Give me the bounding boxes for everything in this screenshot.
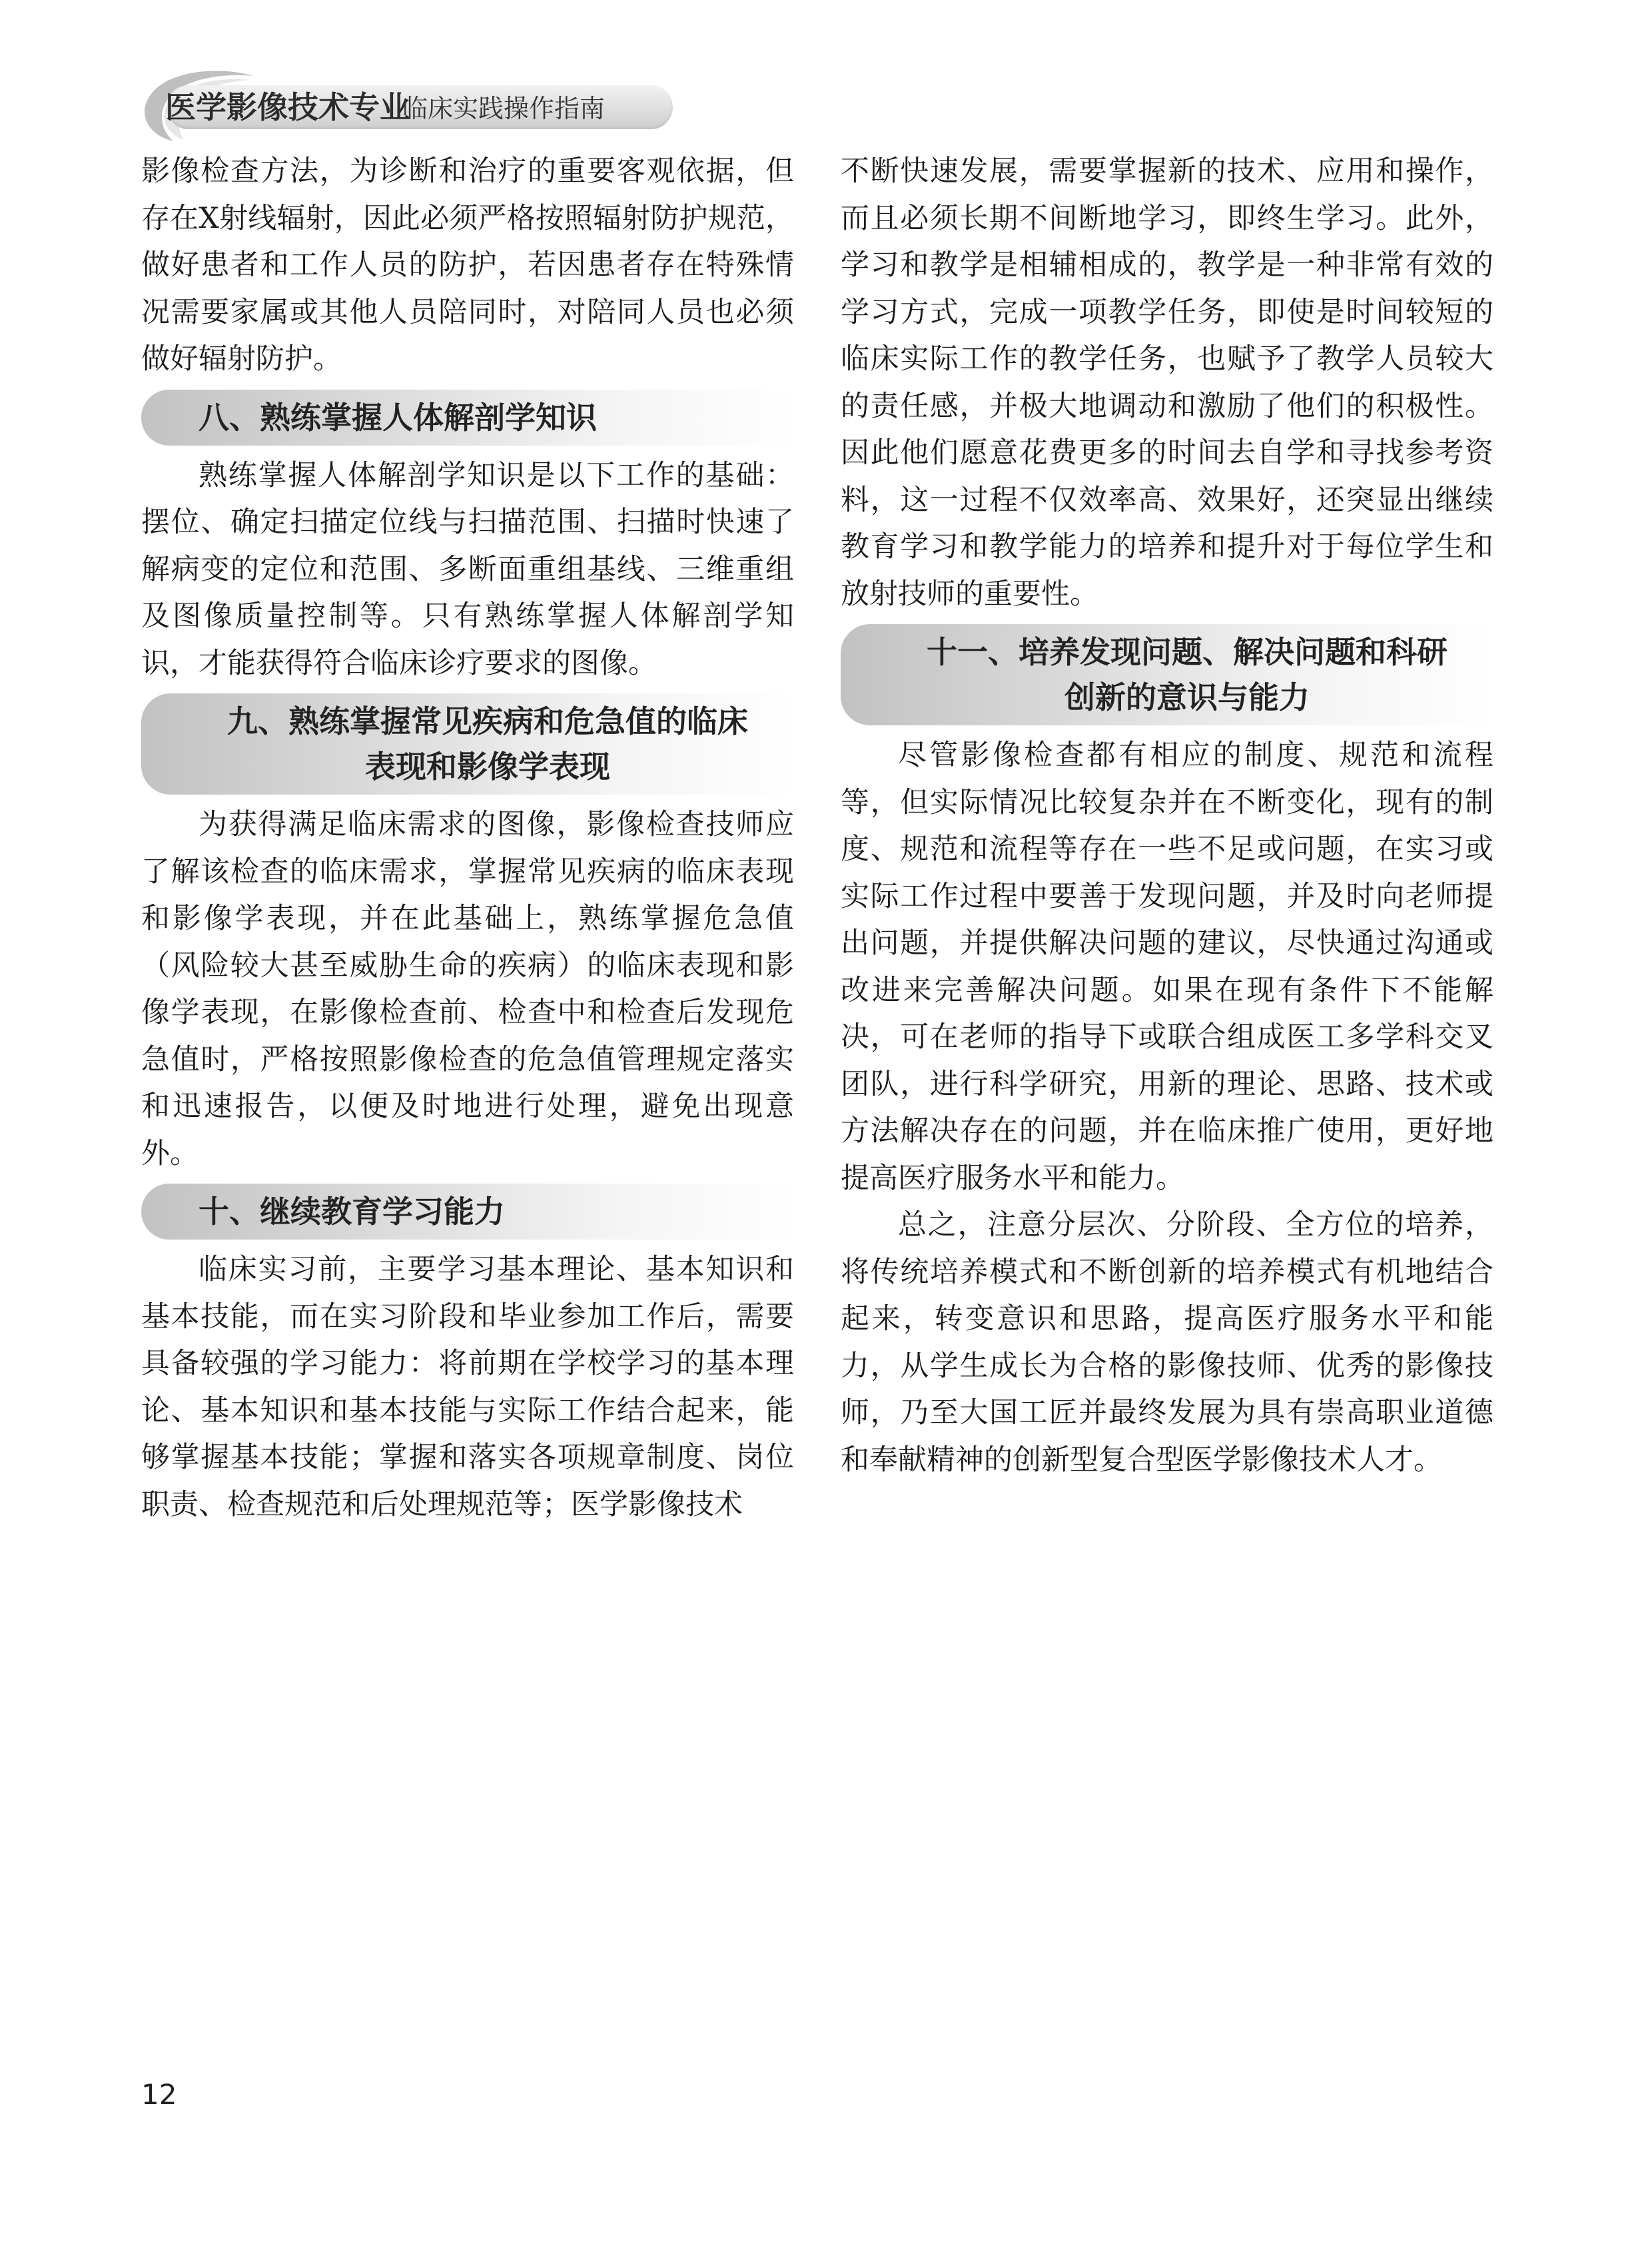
book-title: 医学影像技术专业: [165, 89, 410, 125]
intro-paragraph: 影像检查方法，为诊断和治疗的重要客观依据，但存在X射线辐射，因此必须严格按照辐射防护规范，做好患者和工作人员的防护，若因患者存在特殊情况需要家属或其他人员陪同时，对陪同人员也必须做好辐射防护。: [141, 155, 794, 376]
right-column: [841, 148, 1493, 1483]
section-heading-9-line1: 九、熟练掌握常见疾病和危急值的临床: [227, 703, 748, 739]
section-9-body: 为获得满足临床需求的图像，影像检查技师应了解该检查的临床需求，掌握常见疾病的临床表现和影像学表现，并在此基础上，熟练掌握危急值（风险较大甚至威胁生命的疾病）的临床表现和影像学表现，在影像检查前、检查中和检查后发现危急值时，严格按照影像检查的危急值管理规定落实和迅速报告，以便及时地进行处理，避免出现意外。: [141, 808, 794, 1170]
book-subtitle: 临床实践操作指南: [402, 94, 606, 123]
section-heading-9-line2: 表现和影像学表现: [365, 749, 610, 785]
section-10-continued: 不断快速发展，需要掌握新的技术、应用和操作，而且必须长期不间断地学习，即终生学习。此外，学习和教学是相辅相成的，教学是一种非常有效的学习方式，完成一项教学任务，即使是时间较短的临床实际工作的教学任务，也赋予了教学人员较大的责任感，并极大地调动和激励了他们的积极性。因此他们愿意花费更多的时间去自学和寻找参考资料，这一过程不仅效率高、效果好，还突显出继续教育学习和教学能力的培养和提升对于每位学生和放射技师的重要性。: [841, 155, 1493, 611]
section-heading-11: [841, 624, 1493, 725]
page-number: 12: [141, 2078, 177, 2111]
running-header: [127, 67, 673, 147]
left-column: [141, 148, 794, 1528]
section-10-body: 临床实习前，主要学习基本理论、基本知识和基本技能，而在实习阶段和毕业参加工作后，需要具备较强的学习能力：将前期在学校学习的基本理论、基本知识和基本技能与实际工作结合起来，能够掌握基本技能；掌握和落实各项规章制度、岗位职责、检查规范和后处理规范等；医学影像技术: [141, 1253, 794, 1521]
section-8-body: 熟练掌握人体解剖学知识是以下工作的基础：摆位、确定扫描定位线与扫描范围、扫描时快速了解病变的定位和范围、多断面重组基线、三维重组及图像质量控制等。只有熟练掌握人体解剖学知识，才能获得符合临床诊疗要求的图像。: [141, 458, 794, 680]
section-heading-8: 八、熟练掌握人体解剖学知识: [141, 390, 794, 446]
section-11-body: 尽管影像检查都有相应的制度、规范和流程等，但实际情况比较复杂并在不断变化，现有的制度、规范和流程等存在一些不足或问题，在实习或实际工作过程中要善于发现问题，并及时向老师提出问题，并提供解决问题的建议，尽快通过沟通或改进来完善解决问题。如果在现有条件下不能解决，可在老师的指导下或联合组成医工多学科交叉团队，进行科学研究，用新的理论、思路、技术或方法解决存在的问题，并在临床推广使用，更好地提高医疗服务水平和能力。: [841, 739, 1493, 1195]
section-heading-11-line2: 创新的意识与能力: [1064, 679, 1310, 715]
section-heading-9: [141, 693, 794, 795]
section-heading-11-line1: 十一、培养发现问题、解决问题和科研: [927, 634, 1447, 670]
conclusion-paragraph: 总之，注意分层次、分阶段、全方位的培养，将传统培养模式和不断创新的培养模式有机地结合起来，转变意识和思路，提高医疗服务水平和能力，从学生成长为合格的影像技师、优秀的影像技师，乃至大国工匠并最终发展为具有崇高职业道德和奉献精神的创新型复合型医学影像技术人才。: [841, 1208, 1493, 1477]
section-heading-10: 十、继续教育学习能力: [141, 1184, 794, 1240]
